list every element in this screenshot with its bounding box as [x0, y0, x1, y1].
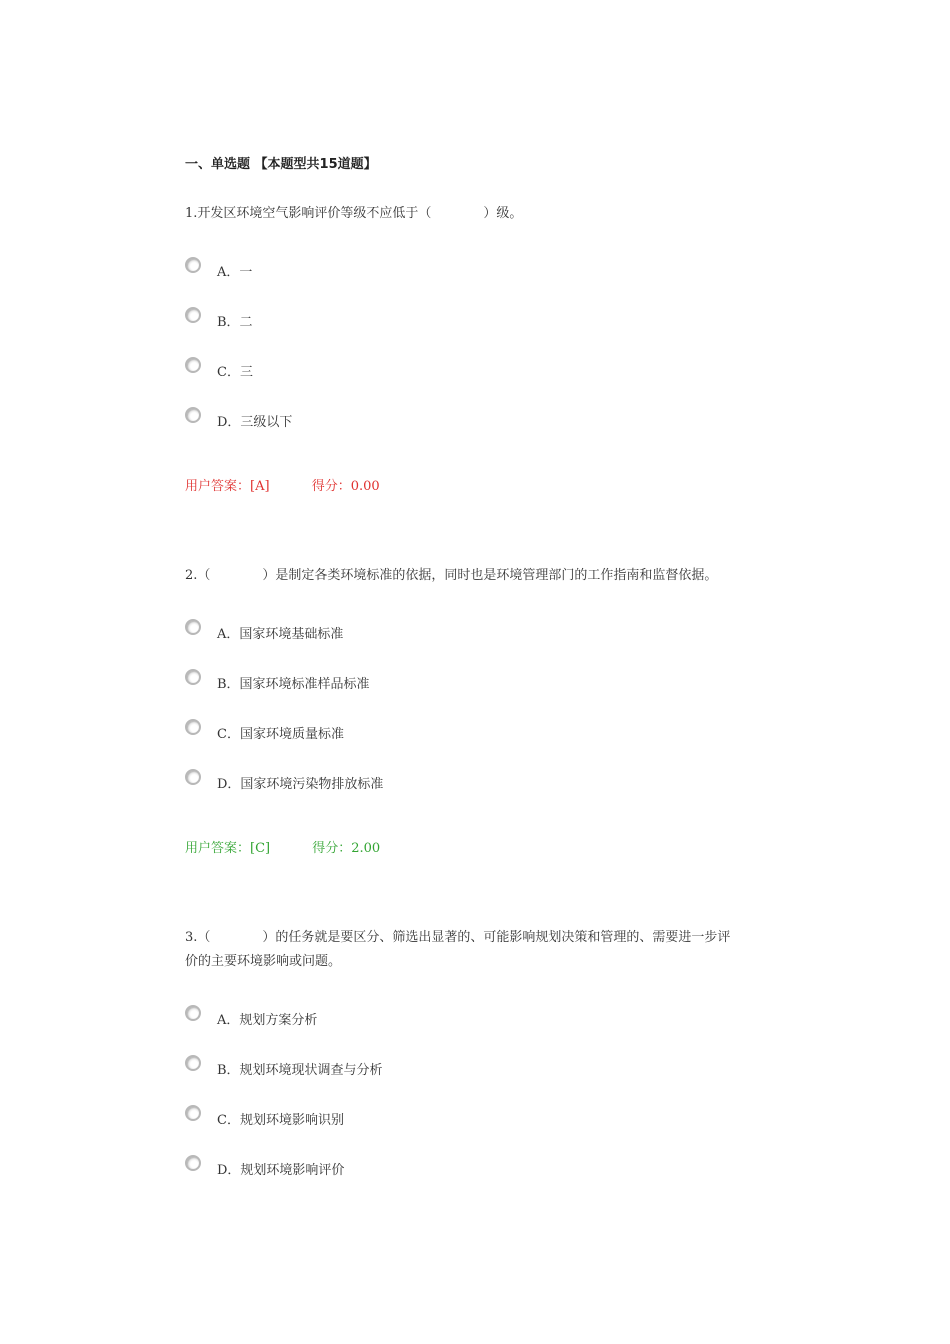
- options-list: [185, 997, 785, 1197]
- option-c[interactable]: [185, 1097, 785, 1147]
- option-c[interactable]: [185, 711, 785, 761]
- user-answer: 用户答案：[C]: [185, 841, 271, 856]
- option-c[interactable]: [185, 349, 785, 399]
- question-1: [185, 202, 785, 494]
- question-text-line-2: 价的主要环境影响或问题。: [185, 954, 342, 969]
- option-b[interactable]: [185, 1047, 785, 1097]
- question-text: 1.开发区环境空气影响评价等级不应低于（ ）级。: [185, 206, 523, 221]
- radio-button-icon[interactable]: [185, 1105, 201, 1121]
- question-2: [185, 564, 785, 856]
- option-d[interactable]: [185, 1147, 785, 1197]
- section-title: 一、单选题 【本题型共15道题】: [185, 157, 377, 172]
- question-3: [185, 926, 785, 1197]
- option-label: D．规划环境影响评价: [217, 1163, 345, 1178]
- radio-button-icon[interactable]: [185, 719, 201, 735]
- option-a[interactable]: [185, 611, 785, 661]
- radio-button-icon[interactable]: [185, 357, 201, 373]
- answer-result: [185, 837, 785, 856]
- radio-button-icon[interactable]: [185, 669, 201, 685]
- option-label: C．国家环境质量标准: [217, 727, 344, 742]
- options-list: [185, 249, 785, 449]
- option-a[interactable]: [185, 997, 785, 1047]
- option-label: D．三级以下: [217, 415, 293, 430]
- option-label: B．规划环境现状调查与分析: [217, 1063, 383, 1078]
- question-text: 2.（ ）是制定各类环境标准的依据，同时也是环境管理部门的工作指南和监督依据。: [185, 568, 718, 583]
- radio-button-icon[interactable]: [185, 307, 201, 323]
- radio-button-icon[interactable]: [185, 407, 201, 423]
- score: 得分：2.00: [312, 841, 381, 856]
- options-list: [185, 611, 785, 811]
- option-d[interactable]: [185, 761, 785, 811]
- option-label: A．规划方案分析: [217, 1013, 318, 1028]
- option-d[interactable]: [185, 399, 785, 449]
- score: 得分：0.00: [311, 479, 380, 494]
- option-label: A．国家环境基础标准: [217, 627, 344, 642]
- option-label: D．国家环境污染物排放标准: [217, 777, 384, 792]
- option-b[interactable]: [185, 299, 785, 349]
- radio-button-icon[interactable]: [185, 257, 201, 273]
- option-label: B．二: [217, 315, 253, 330]
- answer-result: [185, 475, 785, 494]
- user-answer: 用户答案：[A]: [185, 479, 270, 494]
- option-a[interactable]: [185, 249, 785, 299]
- option-label: B．国家环境标准样品标准: [217, 677, 370, 692]
- radio-button-icon[interactable]: [185, 1055, 201, 1071]
- radio-button-icon[interactable]: [185, 619, 201, 635]
- radio-button-icon[interactable]: [185, 769, 201, 785]
- radio-button-icon[interactable]: [185, 1155, 201, 1171]
- radio-button-icon[interactable]: [185, 1005, 201, 1021]
- question-text-line-1: 3.（ ）的任务就是要区分、筛选出显著的、可能影响规划决策和管理的、需要进一步评: [185, 930, 731, 945]
- option-b[interactable]: [185, 661, 785, 711]
- option-label: A．一: [217, 265, 253, 280]
- option-label: C．三: [217, 365, 253, 380]
- option-label: C．规划环境影响识别: [217, 1113, 344, 1128]
